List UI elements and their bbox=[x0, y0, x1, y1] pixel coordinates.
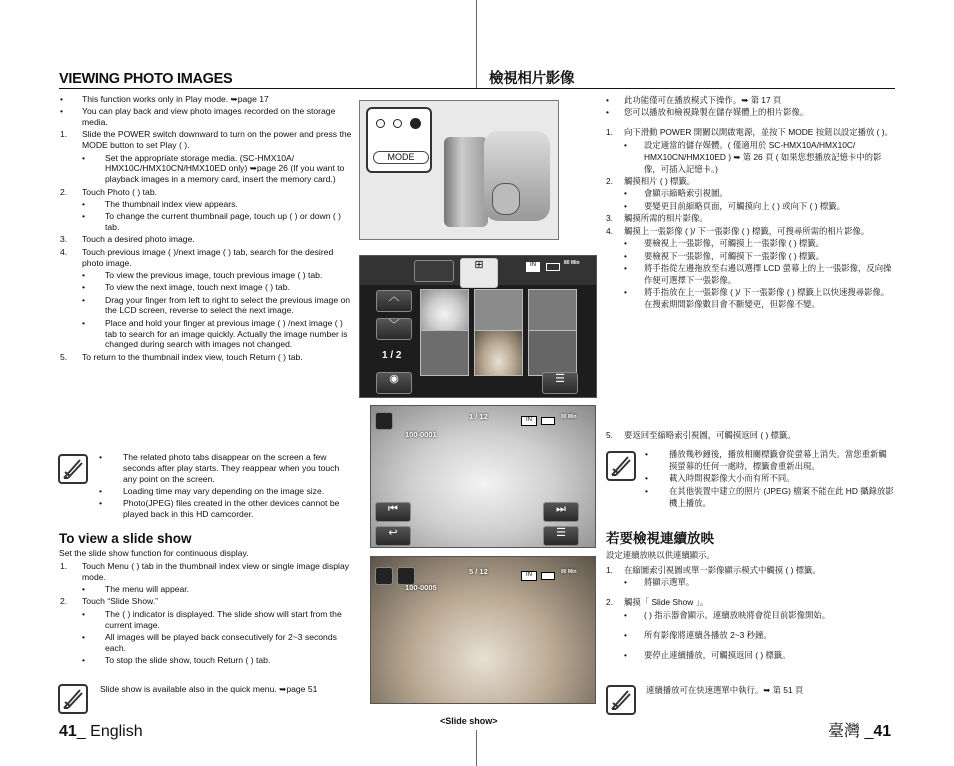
note-icon bbox=[58, 684, 88, 714]
indicator-lamp-lit-icon bbox=[410, 118, 421, 129]
list-item bbox=[58, 609, 354, 631]
list-marker: • bbox=[624, 250, 627, 261]
list-text: 要返回至縮略索引視圖，可觸摸返回 ( ) 標籤。 bbox=[624, 430, 796, 440]
return-button[interactable]: ↩ bbox=[375, 526, 411, 546]
list-text: To change the current thumbnail page, touch up ( ) or down ( ) tab. bbox=[105, 211, 341, 233]
thumbnail-down-button[interactable]: ﹀ bbox=[376, 318, 412, 340]
single-image-screen bbox=[370, 405, 596, 548]
list-item bbox=[58, 282, 354, 293]
list-marker: • bbox=[82, 152, 86, 163]
list-item bbox=[604, 590, 896, 597]
list-marker: • bbox=[624, 200, 627, 211]
list-text: 將手指從左邊拖放至右邊以選擇 LCD 螢幕上的上一張影像，反向操作便可選擇下一張影像。 bbox=[644, 262, 892, 285]
list-item bbox=[604, 577, 896, 589]
list-text: 要檢視上一張影像，可觸摸上一張影像 ( ) 標籤。 bbox=[644, 238, 825, 249]
list-marker: • bbox=[60, 94, 64, 104]
slide-show-intro-zh: 設定連續放映以供連續顯示。 bbox=[606, 550, 715, 560]
note-text: 在其他裝置中建立的照片 (JPEG) 檔案不能在此 HD 攝錄放影機上播放。 bbox=[669, 485, 894, 508]
menu-button[interactable]: ☰ bbox=[542, 372, 578, 394]
list-item bbox=[58, 247, 354, 269]
list-marker: • bbox=[60, 106, 64, 117]
list-item bbox=[58, 655, 354, 666]
note-item bbox=[645, 449, 895, 473]
figure-caption: <Slide show> bbox=[440, 716, 498, 726]
bullet-icon: • bbox=[99, 452, 103, 462]
list-marker: 2. bbox=[606, 176, 613, 187]
list-item bbox=[604, 642, 896, 649]
image-counter: 1 / 12 bbox=[469, 412, 488, 421]
page-number-zh bbox=[828, 722, 891, 742]
thumbnail-photo[interactable] bbox=[528, 330, 577, 376]
list-marker: • bbox=[624, 577, 627, 588]
photo-tab[interactable]: ⊞ bbox=[460, 258, 498, 288]
list-marker: • bbox=[82, 211, 86, 222]
page-label: _ English bbox=[76, 723, 143, 740]
list-item bbox=[58, 352, 354, 363]
battery-time: 80 Min bbox=[561, 414, 577, 420]
list-marker: 3. bbox=[60, 234, 68, 245]
page-label: 臺灣 _ bbox=[828, 723, 874, 740]
battery-icon bbox=[541, 572, 555, 580]
note-icon bbox=[606, 451, 636, 481]
list-text: The menu will appear. bbox=[105, 584, 190, 595]
bullet-icon: • bbox=[645, 449, 648, 459]
list-item bbox=[604, 238, 896, 250]
list-item bbox=[58, 318, 354, 350]
list-text: To view the next image, touch next image ( ) tab. bbox=[105, 282, 290, 293]
page-indicator: 1 / 2 bbox=[382, 350, 402, 361]
menu-button[interactable]: ☰ bbox=[543, 526, 579, 546]
list-item bbox=[58, 153, 354, 185]
indicator-lamp-icon bbox=[376, 119, 385, 128]
list-text: To return to the thumbnail index view, touch Return ( ) tab. bbox=[82, 351, 303, 362]
list-item bbox=[604, 650, 896, 662]
list-marker: • bbox=[82, 608, 86, 619]
battery-time: 80 Min bbox=[564, 260, 580, 266]
page-number: 41 bbox=[873, 723, 892, 740]
section-heading-en: VIEWING PHOTO IMAGES bbox=[59, 71, 233, 87]
list-text: 觸摸上一張影像 ( )/ 下一張影像 ( ) 標籤，可搜尋所需的相片影像。 bbox=[624, 225, 870, 236]
list-item bbox=[604, 622, 896, 629]
list-marker: • bbox=[624, 629, 627, 640]
list-marker: 4. bbox=[60, 246, 68, 257]
list-marker: • bbox=[624, 139, 627, 150]
list-marker: 1. bbox=[60, 561, 68, 571]
list-item bbox=[604, 127, 896, 139]
slide-show-heading-en: To view a slide show bbox=[59, 531, 192, 546]
list-text: 會顯示縮略索引視圖。 bbox=[644, 188, 728, 199]
list-marker: • bbox=[82, 317, 86, 328]
list-text: 在縮圖索引視圖或單一影像顯示模式中觸摸 ( ) 標籤。 bbox=[624, 565, 821, 575]
list-marker: 5. bbox=[606, 430, 613, 440]
thumbnail-photo[interactable] bbox=[420, 330, 469, 376]
return-step-zh bbox=[604, 430, 896, 442]
list-text: You can play back and view photo images recorded on the storage media. bbox=[82, 106, 336, 128]
list-marker: • bbox=[82, 631, 86, 642]
list-text: This function works only in Play mode. ➥page 17 bbox=[82, 94, 269, 104]
list-item bbox=[604, 263, 896, 287]
list-marker: • bbox=[82, 294, 86, 305]
list-text: The ( ) indicator is displayed. The slide show will start from the current image. bbox=[105, 608, 342, 630]
bullet-icon: • bbox=[99, 498, 103, 509]
list-text: ( ) 指示器會顯示。連續放映將會從目前影像開始。 bbox=[644, 609, 831, 620]
list-item bbox=[58, 129, 354, 151]
list-item bbox=[604, 226, 896, 238]
list-item bbox=[58, 295, 354, 317]
thumbnail-photo[interactable] bbox=[474, 289, 523, 335]
list-marker: • bbox=[624, 287, 627, 298]
instruction-list-zh bbox=[604, 95, 896, 312]
note-item bbox=[645, 486, 895, 510]
battery-icon bbox=[541, 417, 555, 425]
storage-icon: IN bbox=[526, 262, 540, 272]
list-item bbox=[58, 94, 354, 105]
note-icon bbox=[606, 685, 636, 715]
list-item bbox=[58, 584, 354, 595]
list-item bbox=[604, 630, 896, 642]
list-text: Touch a desired photo image. bbox=[82, 234, 195, 245]
list-item bbox=[604, 201, 896, 213]
list-text: Set the appropriate storage media. (SC-HMX10A/ HMX10C/HMX10CN/HMX10ED only) ➥page 26 (If you want to playback images in a memory card, insert the memory card.) bbox=[105, 152, 345, 185]
list-text: Slide the POWER switch downward to turn on the power and press the MODE button to set Play ( ). bbox=[82, 129, 352, 151]
list-marker: • bbox=[82, 269, 86, 280]
list-item bbox=[58, 632, 354, 654]
list-item bbox=[58, 596, 354, 607]
note-item bbox=[99, 452, 354, 484]
list-item bbox=[604, 251, 896, 263]
list-item bbox=[604, 565, 896, 577]
list-marker: • bbox=[624, 262, 627, 273]
list-text: Touch Photo ( ) tab. bbox=[82, 186, 157, 197]
note-item bbox=[645, 473, 895, 485]
note-item bbox=[99, 498, 354, 520]
list-marker: • bbox=[624, 609, 627, 620]
storage-icon: IN bbox=[521, 571, 537, 581]
note-text: Loading time may vary depending on the image size. bbox=[123, 485, 325, 496]
list-marker: 2. bbox=[606, 597, 613, 608]
list-marker: 4. bbox=[606, 225, 613, 236]
indicator-lamp-icon bbox=[393, 119, 402, 128]
photo-mode-icon bbox=[375, 412, 393, 430]
mode-button-closeup bbox=[366, 107, 432, 173]
thumbnail-photo[interactable] bbox=[420, 289, 469, 335]
list-text: Touch previous image ( )/next image ( ) tab, search for the desired photo image. bbox=[82, 246, 334, 268]
list-marker: • bbox=[82, 584, 86, 595]
thumbnail-photo[interactable] bbox=[474, 330, 523, 376]
list-text: 此功能僅可在播放模式下操作。➥ 第 17 頁 bbox=[624, 95, 782, 105]
list-marker: • bbox=[82, 282, 86, 293]
list-text: Touch “Slide Show.” bbox=[82, 596, 158, 607]
heading-rule-zh bbox=[477, 88, 895, 89]
image-counter: 5 / 12 bbox=[469, 567, 488, 576]
note-item bbox=[99, 486, 354, 497]
list-marker: 5. bbox=[60, 351, 68, 362]
list-item bbox=[604, 120, 896, 127]
list-text: 所有影像將連續各播放 2~3 秒鐘。 bbox=[644, 629, 772, 640]
note-text: 載入時間視影像大小而有所不同。 bbox=[669, 473, 795, 484]
note-text: The related photo tabs disappear on the screen a few seconds after play starts. They reappear when you touch any point on the screen. bbox=[123, 452, 340, 484]
list-text: Place and hold your finger at previous image ( ) /next image ( ) tab to search for an image quickly. Actually the image number is changed during search with images not changed. bbox=[105, 317, 348, 350]
list-text: 要停止連續播放，可觸摸返回 ( ) 標籤。 bbox=[644, 649, 791, 660]
list-marker: 1. bbox=[606, 565, 613, 575]
notes-en bbox=[99, 452, 354, 521]
list-text: 您可以播放和檢視錄製在儲存媒體上的相片影像。 bbox=[624, 107, 809, 118]
file-number: 100-0001 bbox=[405, 430, 437, 439]
heading-rule-en bbox=[59, 88, 477, 89]
slide-show-heading-zh: 若要檢視連續放映 bbox=[606, 531, 714, 546]
list-item bbox=[604, 610, 896, 622]
slide-note-zh: 連續播放可在快速選單中執行。➥ 第 51 頁 bbox=[646, 685, 804, 695]
bullet-icon: • bbox=[99, 485, 103, 496]
list-item bbox=[58, 187, 354, 198]
list-text: The thumbnail index view appears. bbox=[105, 198, 238, 209]
list-item bbox=[58, 211, 354, 233]
slide-show-steps-en bbox=[58, 561, 354, 667]
list-item bbox=[604, 430, 896, 442]
bullet-icon: • bbox=[645, 473, 648, 484]
list-text: 要檢視下一張影像，可觸摸下一張影像 ( ) 標籤。 bbox=[644, 250, 825, 261]
list-text: 將手指放在上一張影像 ( )/ 下一張影像 ( ) 標籤上以快速搜尋影像。在搜索期間影像數目會不斷變更，但影像不變。 bbox=[644, 287, 890, 310]
page-number-en bbox=[59, 722, 143, 742]
slide-note-en: Slide show is available also in the quick menu. ➥page 51 bbox=[100, 684, 318, 694]
list-marker: • bbox=[624, 649, 627, 660]
notes-zh bbox=[645, 449, 895, 510]
thumbnail-photo[interactable] bbox=[528, 289, 577, 335]
list-item bbox=[58, 199, 354, 210]
note-icon bbox=[58, 454, 88, 484]
slide-show-screen bbox=[370, 556, 596, 704]
power-switch bbox=[492, 183, 520, 215]
list-marker: • bbox=[82, 198, 86, 209]
slide-show-intro-en: Set the slide show function for continuous display. bbox=[59, 548, 249, 558]
list-marker: • bbox=[82, 655, 86, 666]
instruction-list-en bbox=[58, 94, 354, 364]
center-divider-bottom bbox=[476, 730, 477, 766]
list-item bbox=[604, 176, 896, 188]
list-item bbox=[604, 213, 896, 225]
note-text: Photo(JPEG) files created in the other devices cannot be played back in this HD camcorder. bbox=[123, 498, 340, 520]
section-heading-zh: 檢視相片影像 bbox=[489, 71, 575, 87]
thumbnail-index-screen bbox=[359, 255, 597, 398]
file-number: 100-0005 bbox=[405, 583, 437, 592]
list-text: 觸摸「 Slide Show 」。 bbox=[624, 597, 709, 608]
mode-label: MODE bbox=[373, 151, 429, 164]
list-marker: 1. bbox=[60, 129, 68, 140]
list-text: To view the previous image, touch previous image ( ) tab. bbox=[105, 269, 323, 280]
list-marker: • bbox=[606, 95, 609, 105]
list-text: To stop the slide show, touch Return ( ) tab. bbox=[105, 655, 271, 666]
list-item bbox=[58, 561, 354, 583]
list-marker: • bbox=[624, 188, 627, 199]
previous-image-button[interactable]: ⏮ bbox=[375, 502, 411, 522]
camcorder-figure bbox=[359, 100, 559, 240]
list-item bbox=[604, 597, 896, 609]
center-divider-top bbox=[476, 0, 477, 88]
list-marker: 1. bbox=[606, 127, 613, 138]
lcd-panel bbox=[444, 137, 488, 227]
note-text: 播放幾秒鐘後，播放相關標籤會從螢幕上消失。當您重新觸摸螢幕的任何一處時，標籤會重新出現。 bbox=[669, 449, 887, 471]
list-marker: • bbox=[624, 238, 627, 249]
slide-show-steps-zh bbox=[604, 565, 896, 662]
bullet-icon: • bbox=[645, 485, 648, 496]
list-item bbox=[58, 106, 354, 128]
list-text: 觸摸所需的相片影像。 bbox=[624, 213, 708, 224]
list-item bbox=[604, 107, 896, 119]
camera-button[interactable]: ◉ bbox=[376, 372, 412, 394]
list-item bbox=[604, 140, 896, 176]
list-marker: 2. bbox=[60, 186, 68, 197]
list-item bbox=[58, 234, 354, 245]
battery-icon bbox=[546, 263, 560, 271]
battery-time: 80 Min bbox=[561, 569, 577, 575]
list-text: 觸摸相片 ( ) 標籤。 bbox=[624, 176, 696, 187]
storage-icon: IN bbox=[521, 416, 537, 426]
list-text: All images will be played back consecutively for 2~3 seconds each. bbox=[105, 631, 337, 653]
list-text: Drag your finger from left to right to select the previous image on the LCD screen, reverse to select the next image. bbox=[105, 294, 351, 316]
thumbnail-up-button[interactable]: ︿ bbox=[376, 290, 412, 312]
list-item bbox=[604, 188, 896, 200]
list-marker: 3. bbox=[606, 213, 613, 224]
video-tab[interactable] bbox=[414, 260, 454, 282]
list-item bbox=[604, 287, 896, 311]
list-text: 設定適當的儲存媒體。( 僅適用於 SC-HMX10A/HMX10C/ HMX10CN/HMX10ED ) ➥ 第 26 頁 ( 如果您想播放記憶卡中的影像，可插入記憶卡。) bbox=[644, 139, 882, 174]
list-text: Touch Menu ( ) tab in the thumbnail index view or single image display mode. bbox=[82, 561, 350, 582]
photo-mode-icon bbox=[375, 567, 393, 585]
page-number: 41 bbox=[59, 723, 77, 740]
list-text: 將顯示選單。 bbox=[644, 577, 695, 588]
list-marker: 2. bbox=[60, 596, 68, 607]
list-text: 要變更目前縮略頁面，可觸摸向上 ( ) 或向下 ( ) 標籤。 bbox=[644, 200, 845, 211]
list-marker: • bbox=[606, 107, 609, 118]
list-item bbox=[58, 270, 354, 281]
list-text: 向下滑動 POWER 開關以開啟電源，並按下 MODE 按鈕以設定播放 ( )。 bbox=[624, 127, 893, 138]
list-item bbox=[604, 95, 896, 107]
next-image-button[interactable]: ⏭ bbox=[543, 502, 579, 522]
